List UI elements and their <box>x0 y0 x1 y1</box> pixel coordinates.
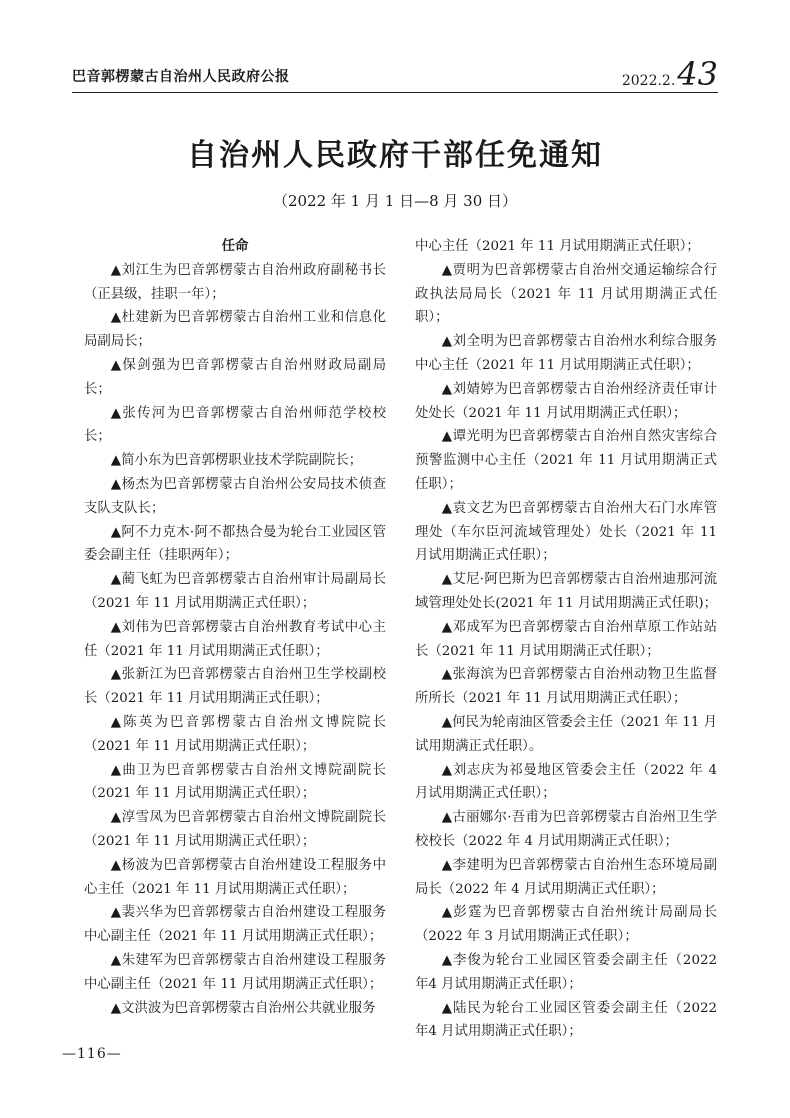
appointment-item: ▲陆民为轮台工业园区管委会副主任（2022 年4 月试用期满正式任职）； <box>415 1000 717 1040</box>
document-title: 自治州人民政府干部任免通知 <box>187 138 603 173</box>
appointment-item: ▲保剑强为巴音郭楞蒙古自治州财政局副局长； <box>84 357 386 397</box>
appointment-item: ▲谭光明为巴音郭楞蒙古自治州自然灾害综合预警监测中心主任（2021 年 11 月试用期满正式任职）； <box>415 429 717 492</box>
page-header <box>72 56 718 93</box>
appointment-item: ▲张传河为巴音郭楞蒙古自治州师范学校校长； <box>84 405 386 445</box>
appointment-item: ▲裴兴华为巴音郭楞蒙古自治州建设工程服务中心副主任（2021 年 11 月试用期满正式任职）； <box>84 905 386 945</box>
page-number: —116— <box>62 1046 122 1062</box>
appointment-item: ▲张海滨为巴音郭楞蒙古自治州动物卫生监督所所长（2021 年 11 月试用期满正式任职）； <box>415 667 717 707</box>
appointment-item: ▲何民为轮南油区管委会主任（2021 年 11 月试用期满正式任职）。 <box>415 714 717 754</box>
appointment-item: ▲彭霆为巴音郭楞蒙古自治州统计局副局长（2022 年 3 月试用期满正式任职）； <box>415 905 717 945</box>
appointment-item: ▲蔺飞虹为巴音郭楞蒙古自治州审计局副局长（2021 年 11 月试用期满正式任职）； <box>84 572 386 611</box>
appointment-item: ▲杨杰为巴音郭楞蒙古自治州公安局技术侦查支队支队长； <box>84 476 386 516</box>
right-column <box>415 235 717 1044</box>
appointment-item: ▲张新江为巴音郭楞蒙古自治州卫生学校副校长（2021 年 11 月试用期满正式任职）； <box>84 667 386 707</box>
appointment-item: ▲淳雪凤为巴音郭楞蒙古自治州文博院副院长（2021 年 11 月试用期满正式任职）； <box>84 810 386 849</box>
issue-number: 43 <box>677 55 718 93</box>
left-column <box>84 235 386 1020</box>
appointment-item: ▲陈英为巴音郭楞蒙古自治州文博院院长（2021 年 11 月试用期满正式任职）； <box>84 714 386 754</box>
appointment-item: ▲阿不力克木·阿不都热合曼为轮台工业园区管委会副主任（挂职两年）； <box>84 524 386 564</box>
appointment-item: ▲文洪波为巴音郭楞蒙古自治州公共就业服务 <box>110 1000 376 1016</box>
journal-name: 巴音郭楞蒙古自治州人民政府公报 <box>72 69 290 85</box>
appointment-item: ▲刘婧婷为巴音郭楞蒙古自治州经济责任审计处处长（2021 年 11 月试用期满正式任职）； <box>415 381 717 421</box>
appointment-item: ▲邓成军为巴音郭楞蒙古自治州草原工作站站长（2021 年 11 月试用期满正式任职）； <box>415 619 717 659</box>
appointment-item: ▲杜建新为巴音郭楞蒙古自治州工业和信息化局副局长； <box>84 310 386 350</box>
appointment-item: ▲曲卫为巴音郭楞蒙古自治州文博院副院长（2021 年 11 月试用期满正式任职）； <box>84 762 386 802</box>
appointment-item: ▲简小东为巴音郭楞职业技术学院副院长； <box>110 453 363 469</box>
appointment-item: ▲贾明为巴音郭楞蒙古自治州交通运输综合行政执法局局长（2021 年 11 月试用期满正式任职）； <box>415 262 717 326</box>
appointment-item: ▲杨波为巴音郭楞蒙古自治州建设工程服务中心主任（2021 年 11 月试用期满正式任职）； <box>84 857 386 897</box>
appointment-item: ▲刘伟为巴音郭楞蒙古自治州教育考试中心主任（2021 年 11 月试用期满正式任职）； <box>84 619 386 659</box>
section-heading: 任命 <box>221 238 249 254</box>
appointment-item: ▲李建明为巴音郭楞蒙古自治州生态环境局副局长（2022 年 4 月试用期满正式任职）； <box>415 857 717 897</box>
appointment-item: ▲朱建军为巴音郭楞蒙古自治州建设工程服务中心副主任（2021 年 11 月试用期满正式任职）； <box>84 952 386 992</box>
appointment-item: ▲刘全明为巴音郭楞蒙古自治州水利综合服务中心主任（2021 年 11 月试用期满正式任职）； <box>415 334 717 373</box>
continued-text: 中心主任（2021 年 11 月试用期满正式任职）； <box>415 239 700 254</box>
document-subtitle: （2022 年 1 月 1 日—8 月 30 日） <box>272 192 518 210</box>
appointment-item: ▲李俊为轮台工业园区管委会副主任（2022 年4 月试用期满正式任职）； <box>415 952 717 992</box>
issue-date: 2022.2. <box>621 73 676 89</box>
appointment-item: ▲刘志庆为祁曼地区管委会主任（2022 年 4 月试用期满正式任职）； <box>415 762 717 802</box>
appointment-item: ▲袁文艺为巴音郭楞蒙古自治州大石门水库管理处（车尔臣河流域管理处）处长（2021 年 11 月试用期满正式任职）； <box>415 500 717 564</box>
appointment-item: ▲古丽娜尔·吾甫为巴音郭楞蒙古自治州卫生学校校长（2022 年 4 月试用期满正式任职）； <box>415 810 717 849</box>
appointment-item: ▲刘江生为巴音郭楞蒙古自治州政府副秘书长（正县级，挂职一年）； <box>84 262 386 302</box>
appointment-item: ▲艾尼·阿巴斯为巴音郭楞蒙古自治州迪那河流域管理处处长(2021 年 11 月试用期满正式任职)； <box>415 572 717 611</box>
issue-info <box>621 55 718 93</box>
